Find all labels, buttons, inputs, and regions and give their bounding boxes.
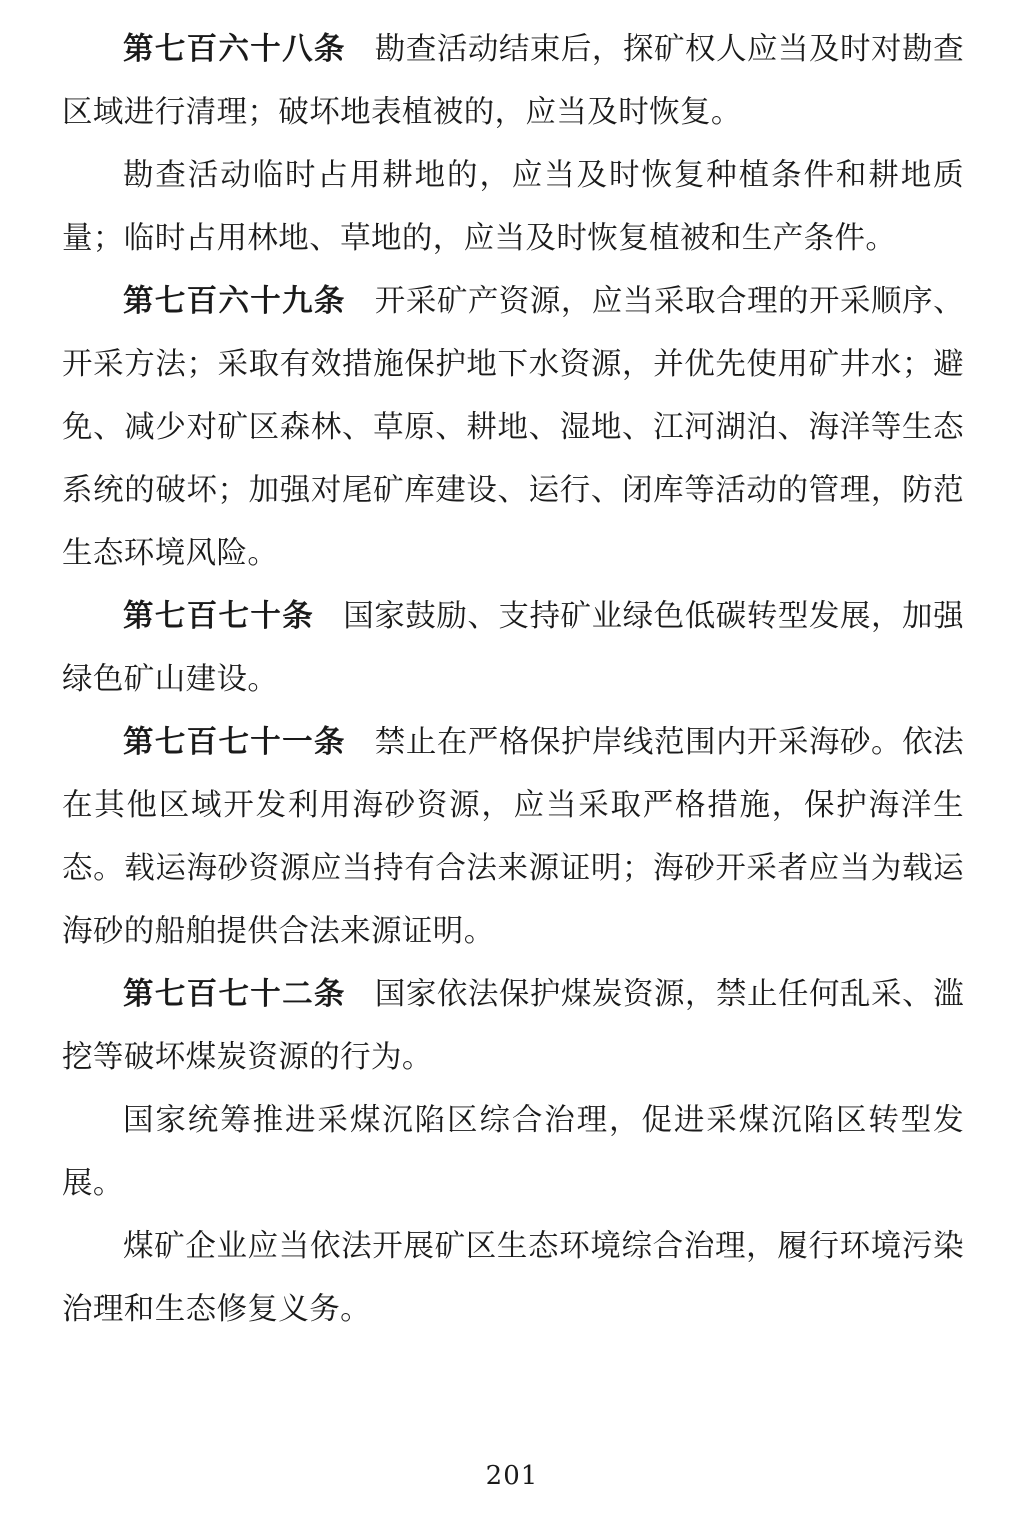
page-number: 201 (485, 1461, 539, 1491)
paragraph-768-2 (62, 144, 964, 270)
paragraph-text: 国家依法保护煤炭资源，禁止任何乱采、滥挖等破坏煤炭资源的行为。 (62, 977, 964, 1075)
paragraph-771 (62, 711, 964, 963)
paragraph-text: 开采矿产资源，应当采取合理的开采顺序、开采方法；采取有效措施保护地下水资源，并优先使用矿井水；避免、减少对矿区森林、草原、耕地、湿地、江河湖泊、海洋等生态系统的破坏；加强对尾矿库建设、运行、闭库等活动的管理，防范生态环境风险。 (62, 284, 964, 571)
paragraph-768 (62, 18, 964, 144)
paragraph-769 (62, 270, 964, 585)
paragraph-text: 煤矿企业应当依法开展矿区生态环境综合治理，履行环境污染治理和生态修复义务。 (62, 1229, 964, 1327)
article-label: 第七百七十二条 (123, 976, 346, 1012)
article-label: 第七百六十九条 (123, 283, 346, 319)
article-label: 第七百六十八条 (123, 31, 346, 67)
document-body (62, 18, 964, 1513)
paragraph-text: 禁止在严格保护岸线范围内开采海砂。依法在其他区域开发利用海砂资源，应当采取严格措施，保护海洋生态。载运海砂资源应当持有合法来源证明；海砂开采者应当为载运海砂的船舶提供合法来源证明。 (62, 725, 964, 949)
paragraph-text: 国家统筹推进采煤沉陷区综合治理，促进采煤沉陷区转型发展。 (62, 1103, 964, 1201)
paragraph-text: 勘查活动临时占用耕地的，应当及时恢复种植条件和耕地质量；临时占用林地、草地的，应当及时恢复植被和生产条件。 (62, 158, 964, 256)
article-label: 第七百七十条 (123, 598, 315, 634)
paragraph-772 (62, 963, 964, 1089)
paragraph-772-3 (62, 1215, 964, 1341)
paragraph-text: 勘查活动结束后，探矿权人应当及时对勘查区域进行清理；破坏地表植被的，应当及时恢复。 (62, 32, 964, 130)
article-label: 第七百七十一条 (123, 724, 346, 760)
paragraph-text: 国家鼓励、支持矿业绿色低碳转型发展，加强绿色矿山建设。 (62, 599, 965, 697)
paragraph-770 (62, 585, 964, 711)
paragraph-772-2 (62, 1089, 964, 1215)
